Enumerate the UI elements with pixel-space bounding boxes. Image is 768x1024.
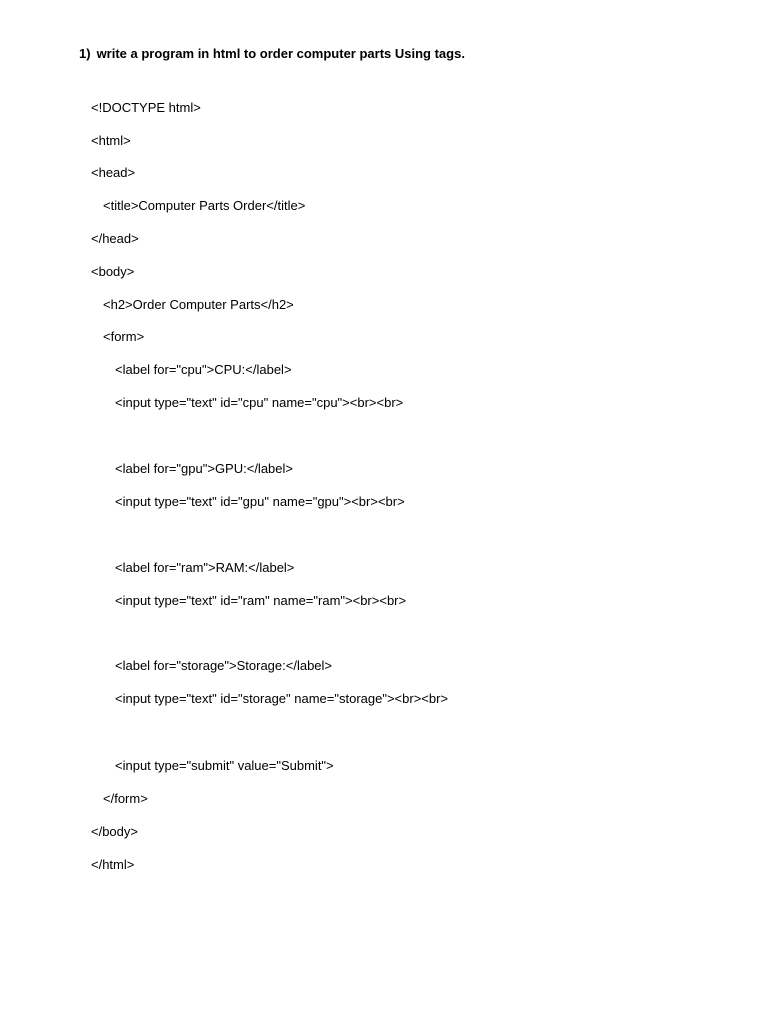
code-line-form-close: </form>: [103, 791, 148, 806]
code-line-form-open: <form>: [103, 329, 145, 344]
code-line-label-storage: <label for="storage">Storage:</label>: [115, 658, 333, 673]
code-line-input-cpu: <input type="text" id="cpu" name="cpu"><br><br>: [115, 395, 404, 410]
code-line-html-close: </html>: [91, 857, 135, 872]
code-line-input-submit: <input type="submit" value="Submit">: [115, 758, 334, 773]
question-heading: [79, 46, 465, 61]
code-line-label-gpu: <label for="gpu">GPU:</label>: [115, 461, 293, 476]
code-line-head-open: <head>: [91, 165, 136, 180]
code-line-input-storage: <input type="text" id="storage" name="storage"><br><br>: [115, 691, 449, 706]
code-line-title: <title>Computer Parts Order</title>: [103, 198, 306, 213]
code-line-h2: <h2>Order Computer Parts</h2>: [103, 297, 294, 312]
code-line-html-open: <html>: [91, 133, 131, 148]
code-line-input-ram: <input type="text" id="ram" name="ram"><br><br>: [115, 593, 407, 608]
code-line-label-cpu: <label for="cpu">CPU:</label>: [115, 362, 292, 377]
code-line-body-open: <body>: [91, 264, 135, 279]
question-text: write a program in html to order computer parts Using tags.: [96, 46, 465, 61]
code-line-doctype: <!DOCTYPE html>: [91, 100, 201, 115]
code-line-label-ram: <label for="ram">RAM:</label>: [115, 560, 295, 575]
question-number: 1): [79, 46, 91, 61]
code-line-input-gpu: <input type="text" id="gpu" name="gpu"><br><br>: [115, 494, 405, 509]
code-line-body-close: </body>: [91, 824, 138, 839]
code-line-head-close: </head>: [91, 231, 139, 246]
